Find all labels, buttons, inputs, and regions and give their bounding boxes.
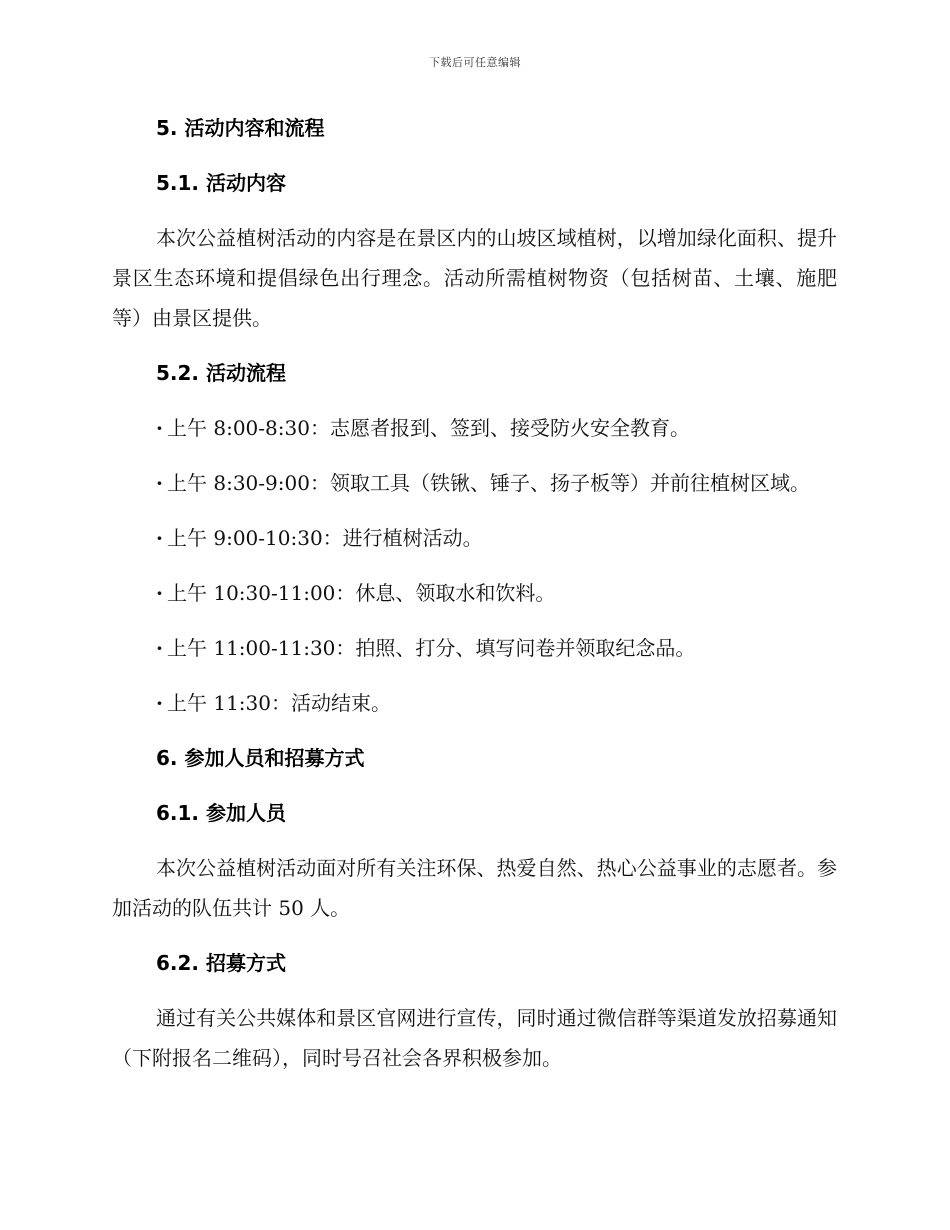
bullet-dot: · bbox=[156, 581, 163, 605]
schedule-item-text: 上午 10:30-11:00：休息、领取水和饮料。 bbox=[167, 581, 556, 605]
section-6-2-heading: 6.2. 招募方式 bbox=[156, 951, 286, 975]
schedule-item-text: 上午 8:00-8:30：志愿者报到、签到、接受防火安全教育。 bbox=[167, 416, 690, 440]
schedule-item-text: 上午 9:00-10:30：进行植树活动。 bbox=[167, 526, 483, 550]
section-6-1-heading: 6.1. 参加人员 bbox=[156, 801, 286, 825]
bullet-dot: · bbox=[156, 526, 163, 550]
section-6-1-paragraph: 本次公益植树活动面对所有关注环保、热爱自然、热心公益事业的志愿者。参加活动的队伍共计 50 人。 bbox=[112, 856, 837, 920]
bullet-dot: · bbox=[156, 416, 163, 440]
bullet-dot: · bbox=[156, 636, 163, 660]
header-note: 下载后可任意编辑 bbox=[429, 56, 521, 69]
section-6-2-paragraph: 通过有关公共媒体和景区官网进行宣传，同时通过微信群等渠道发放招募通知（下附报名二维码），同时号召社会各界积极参加。 bbox=[112, 1006, 837, 1070]
section-6-heading: 6. 参加人员和招募方式 bbox=[156, 746, 365, 770]
schedule-item bbox=[112, 628, 837, 668]
bullet-dot: · bbox=[156, 691, 163, 715]
section-5-1-heading: 5.1. 活动内容 bbox=[156, 171, 286, 195]
schedule-item bbox=[112, 518, 837, 558]
schedule-item bbox=[112, 573, 837, 613]
bullet-dot: · bbox=[156, 471, 163, 495]
schedule-item-text: 上午 11:00-11:30：拍照、打分、填写问卷并领取纪念品。 bbox=[167, 636, 696, 660]
section-5-2-heading: 5.2. 活动流程 bbox=[156, 361, 286, 385]
schedule-item bbox=[112, 683, 837, 723]
schedule-item bbox=[112, 408, 837, 448]
section-5-1-paragraph: 本次公益植树活动的内容是在景区内的山坡区域植树，以增加绿化面积、提升景区生态环境和提倡绿色出行理念。活动所需植树物资（包括树苗、土壤、施肥等）由景区提供。 bbox=[112, 226, 837, 330]
section-5-heading: 5. 活动内容和流程 bbox=[156, 116, 325, 140]
document-body bbox=[112, 108, 837, 1093]
schedule-item-text: 上午 11:30：活动结束。 bbox=[167, 691, 391, 715]
schedule-item bbox=[112, 463, 837, 503]
schedule-item-text: 上午 8:30-9:00：领取工具（铁锹、锤子、扬子板等）并前往植树区域。 bbox=[167, 471, 810, 495]
